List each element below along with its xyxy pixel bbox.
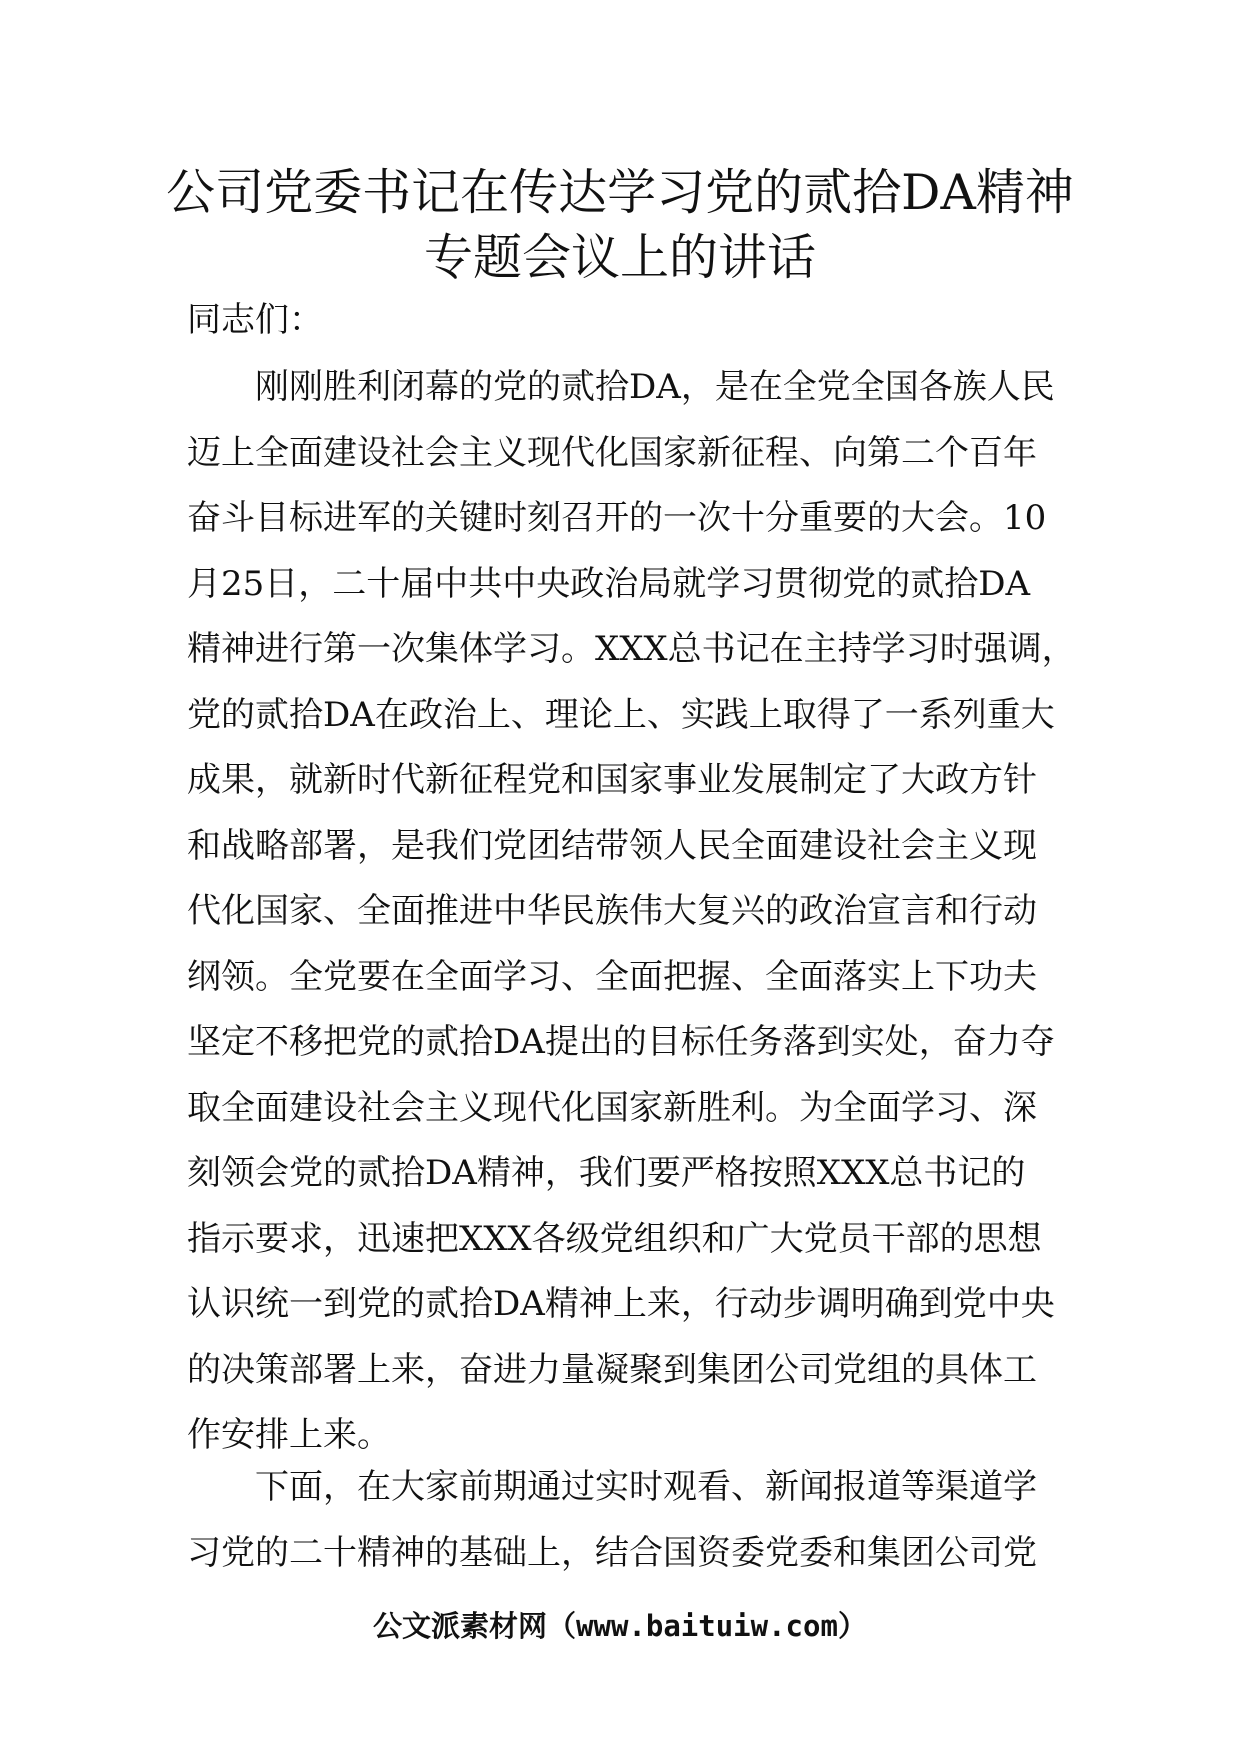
paragraph-line: 认识统一到党的贰拾DA精神上来，行动步调明确到党中央 [187, 1284, 1055, 1324]
paragraph-line: 的决策部署上来，奋进力量凝聚到集团公司党组的具体工 [187, 1349, 1037, 1390]
paragraph-line: 成果，就新时代新征程党和国家事业发展制定了大政方针 [187, 760, 1037, 800]
footer-watermark: 公文派素材网（www.baituiw.com） [373, 1609, 867, 1643]
document-title-line-1: 公司党委书记在传达学习党的贰拾DA精神 [166, 164, 1074, 221]
greeting: 同志们： [187, 300, 323, 340]
paragraph-2 [187, 1463, 1087, 1594]
paragraph-line: 奋斗目标进军的关键时刻召开的一次十分重要的大会。10 [187, 498, 1047, 538]
paragraph-line: 下面，在大家前期通过实时观看、新闻报道等渠道学 [255, 1467, 1037, 1507]
paragraph-line: 月25日，二十届中共中央政治局就学习贯彻党的贰拾DA [187, 563, 1031, 604]
paragraph-line: 刻领会党的贰拾DA精神，我们要严格按照XXX总书记的 [187, 1153, 1026, 1193]
paragraph-line: 代化国家、全面推进中华民族伟大复兴的政治宣言和行动 [187, 891, 1037, 931]
paragraph-line: 坚定不移把党的贰拾DA提出的目标任务落到实处，奋力夺 [187, 1022, 1055, 1062]
paragraph-line: 作安排上来。 [187, 1415, 391, 1455]
document-title-line-2: 专题会议上的讲话 [423, 229, 816, 286]
paragraph-line: 取全面建设社会主义现代化国家新胜利。为全面学习、深 [187, 1087, 1037, 1128]
paragraph-1 [187, 363, 1087, 1477]
paragraph-line: 习党的二十精神的基础上，结合国资委党委和集团公司党 [187, 1532, 1037, 1573]
paragraph-line: 指示要求，迅速把XXX各级党组织和广大党员干部的思想 [187, 1218, 1042, 1259]
paragraph-line: 精神进行第一次集体学习。XXX总书记在主持学习时强调， [187, 629, 1076, 669]
paragraph-line: 和战略部署，是我们党团结带领人民全面建设社会主义现 [187, 825, 1037, 866]
paragraph-line: 纲领。全党要在全面学习、全面把握、全面落实上下功夫 [187, 956, 1037, 997]
paragraph-line: 刚刚胜利闭幕的党的贰拾DA，是在全党全国各族人民 [255, 367, 1055, 407]
paragraph-line: 迈上全面建设社会主义现代化国家新征程、向第二个百年 [187, 432, 1037, 473]
paragraph-line: 党的贰拾DA在政治上、理论上、实践上取得了一系列重大 [187, 694, 1055, 735]
